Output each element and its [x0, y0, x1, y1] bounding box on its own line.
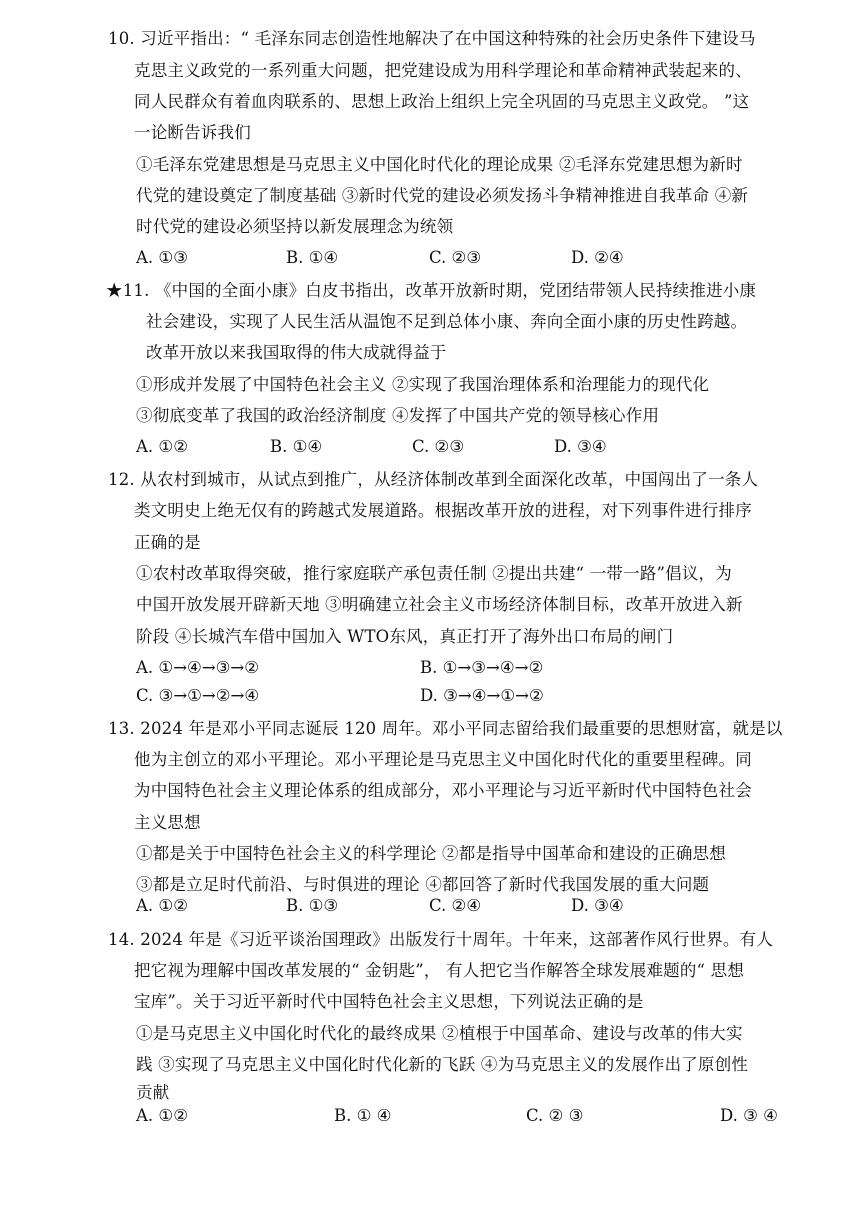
- option-c[interactable]: C. ②④: [429, 896, 482, 915]
- statement-line: ③彻底变革了我国的政治经济制度 ④发挥了中国共产党的领导核心作用: [136, 406, 660, 425]
- question-text-line: 主义思想: [134, 813, 201, 832]
- question-text-line: 同人民群众有着血肉联系的、思想上政治上组织上完全巩固的马克思主义政党。 ”这: [134, 92, 750, 111]
- question-text-line: 类文明史上绝无仅有的跨越式发展道路。根据改革开放的进程，对下列事件进行排序: [134, 501, 752, 520]
- option-a[interactable]: A. ①②: [136, 437, 188, 456]
- option-b[interactable]: B. ①④: [286, 248, 339, 267]
- option-a[interactable]: A. ①③: [136, 248, 188, 267]
- question-text-line: 13. 2024 年是邓小平同志诞辰 120 周年。邓小平同志留给我们最重要的思想财富，就是以: [108, 719, 783, 738]
- statement-line: 中国开放发展开辟新天地 ③明确建立社会主义市场经济体制目标，改革开放进入新: [136, 595, 743, 614]
- question-text-line: 为中国特色社会主义理论体系的组成部分，邓小平理论与习近平新时代中国特色社会: [134, 781, 752, 800]
- option-c[interactable]: C. ② ③: [526, 1106, 584, 1125]
- option-a[interactable]: A. ①→④→③→②: [136, 658, 260, 677]
- option-d[interactable]: D. ③ ④: [720, 1106, 778, 1125]
- option-b[interactable]: B. ①④: [270, 437, 323, 456]
- statement-line: ①都是关于中国特色社会主义的科学理论 ②都是指导中国革命和建设的正确思想: [136, 844, 726, 863]
- question-text-line: 改革开放以来我国取得的伟大成就得益于: [146, 343, 447, 362]
- option-b[interactable]: B. ①③: [286, 896, 339, 915]
- option-a[interactable]: A. ①②: [136, 1106, 188, 1125]
- question-text-line: 10. 习近平指出：“ 毛泽东同志创造性地解决了在中国这种特殊的社会历史条件下建设马: [108, 29, 756, 48]
- option-d[interactable]: D. ③④: [554, 437, 607, 456]
- question-text-line: 宝库”。关于习近平新时代中国特色社会主义思想，下列说法正确的是: [134, 992, 644, 1011]
- question-text-line: 克思主义政党的一系列重大问题，把党建设成为用科学理论和革命精神武装起来的、: [134, 61, 752, 80]
- question-text-line: 一论断告诉我们: [134, 123, 251, 142]
- question-text-line: 把它视为理解中国改革发展的“ 金钥匙”， 有人把它当作解答全球发展难题的“ 思想: [134, 961, 745, 980]
- question-text-line: 12. 从农村到城市，从试点到推广，从经济体制改革到全面深化改革，中国闯出了一条人: [108, 470, 759, 489]
- option-d[interactable]: D. ③④: [571, 896, 624, 915]
- option-b[interactable]: B. ①→③→④→②: [420, 658, 544, 677]
- statement-line: ①毛泽东党建思想是马克思主义中国化时代化的理论成果 ②毛泽东党建思想为新时: [136, 155, 743, 174]
- statement-line: ①形成并发展了中国特色社会主义 ②实现了我国治理体系和治理能力的现代化: [136, 375, 710, 394]
- option-c[interactable]: C. ②③: [412, 437, 465, 456]
- option-d[interactable]: D. ②④: [571, 248, 624, 267]
- statement-line: ①是马克思主义中国化时代化的最终成果 ②植根于中国革命、建设与改革的伟大实: [136, 1024, 743, 1043]
- statement-line: 时代党的建设必须坚持以新发展理念为统领: [136, 217, 454, 236]
- option-a[interactable]: A. ①②: [136, 896, 188, 915]
- option-c[interactable]: C. ③→①→②→④: [136, 686, 260, 705]
- question-text-line: 社会建设，实现了人民生活从温饱不足到总体小康、奔向全面小康的历史性跨越。: [146, 312, 748, 331]
- statement-line: 贡献: [136, 1083, 170, 1102]
- statement-line: ③都是立足时代前沿、与时俱进的理论 ④都回答了新时代我国发展的重大问题: [136, 875, 710, 894]
- statement-line: 阶段 ④长城汽车借中国加入 WTO东风，真正打开了海外出口布局的闸门: [136, 627, 674, 646]
- statement-line: 代党的建设奠定了制度基础 ③新时代党的建设必须发扬斗争精神推进自我革命 ④新: [136, 186, 749, 205]
- option-d[interactable]: D. ③→④→①→②: [420, 686, 544, 705]
- option-b[interactable]: B. ① ④: [334, 1106, 392, 1125]
- statement-line: 践 ③实现了马克思主义中国化时代化新的飞跃 ④为马克思主义的发展作出了原创性: [136, 1055, 749, 1074]
- question-text-line: 14. 2024 年是《习近平谈治国理政》出版发行十周年。十年来，这部著作风行世界。有人: [108, 930, 774, 949]
- question-text-line: 他为主创立的邓小平理论。邓小平理论是马克思主义中国化时代化的重要里程碑。同: [134, 750, 752, 769]
- question-text-line: 正确的是: [134, 533, 201, 552]
- option-c[interactable]: C. ②③: [429, 248, 482, 267]
- statement-line: ①农村改革取得突破，推行家庭联产承包责任制 ②提出共建“ 一带一路”倡议，为: [136, 564, 732, 583]
- question-text-line: ★11. 《中国的全面小康》白皮书指出，改革开放新时期，党团结带领人民持续推进小康: [106, 281, 757, 300]
